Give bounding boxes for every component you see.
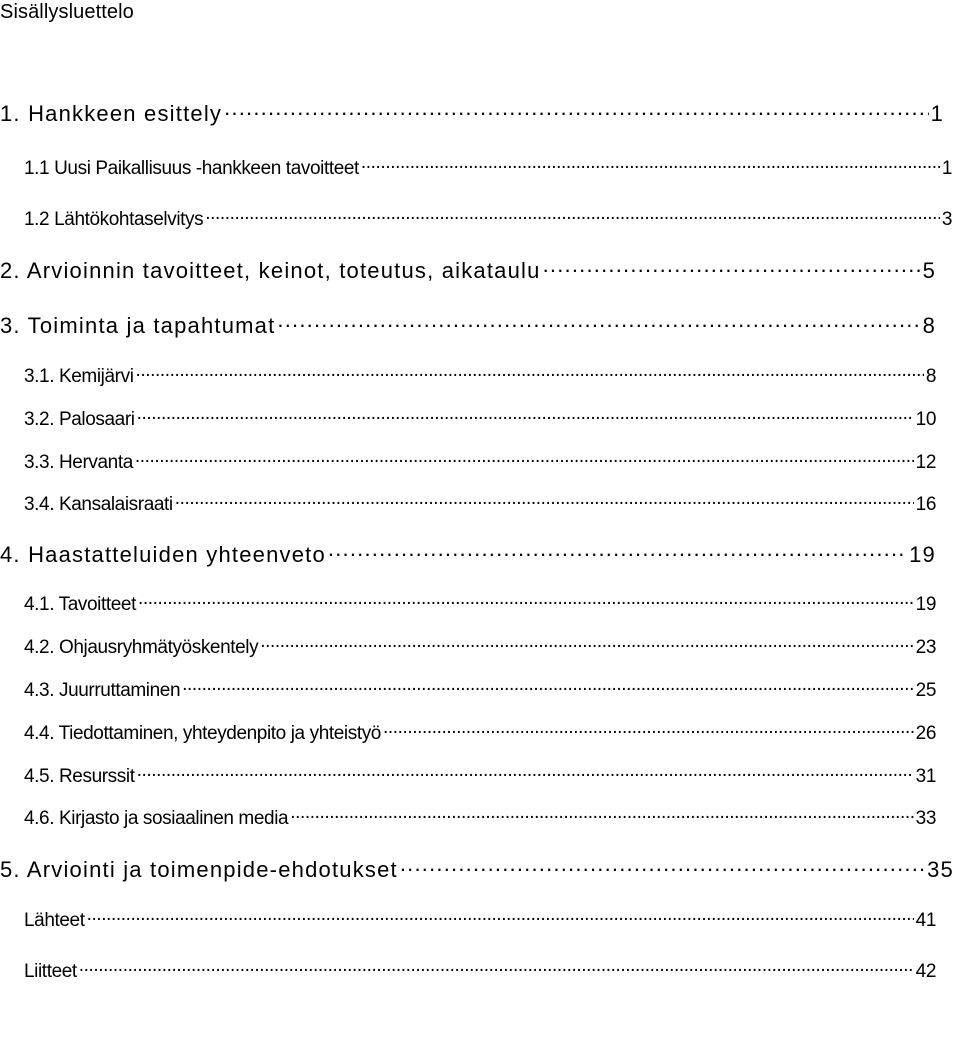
toc-entry-label — [0, 542, 326, 568]
toc-entry[interactable] — [24, 634, 936, 659]
toc-entry[interactable] — [24, 155, 952, 180]
toc-entry-label — [24, 366, 134, 388]
toc-entry-title: Toiminta ja tapahtumat — [27, 313, 276, 338]
toc-entry-label — [24, 680, 180, 702]
toc-entry-title: Resurssit — [58, 766, 135, 787]
toc-entry-page: 3 — [941, 209, 952, 230]
toc-entry[interactable] — [0, 99, 944, 127]
dot-leader — [182, 677, 914, 696]
toc-entry-label — [24, 723, 381, 745]
toc-entry-label — [24, 594, 136, 616]
dot-leader — [205, 206, 940, 225]
toc-entry-page: 12 — [915, 452, 936, 473]
toc-entry-page: 33 — [915, 808, 936, 829]
toc-entry-number: 2. — [0, 258, 21, 283]
toc-entry[interactable] — [0, 855, 954, 883]
toc-entry-number: 3.1. — [24, 366, 55, 387]
toc-entry-number: 1.2 — [24, 209, 50, 230]
toc-entry-title: Tiedottaminen, yhteydenpito ja yhteistyö — [58, 723, 381, 744]
dot-leader — [361, 155, 940, 174]
toc-entry-number: 1.1 — [24, 158, 50, 179]
toc-entry-number: 4.5. — [24, 766, 55, 787]
toc-entry-page: 1 — [941, 158, 952, 179]
toc-entry-title: Ohjausryhmätyöskentely — [58, 637, 259, 658]
toc-entry[interactable] — [24, 907, 936, 932]
toc-entry-number: 4.6. — [24, 808, 55, 829]
dot-leader — [138, 591, 914, 610]
toc-entry-page: 10 — [915, 409, 936, 430]
toc-entry-label — [24, 808, 288, 830]
toc-entry[interactable] — [24, 805, 936, 830]
toc-entry-page: 23 — [915, 637, 936, 658]
dot-leader — [175, 491, 914, 510]
toc-entry[interactable] — [24, 491, 936, 516]
toc-heading: Sisällysluettelo — [0, 1, 134, 23]
dot-leader — [290, 805, 913, 824]
toc-entry-title: Juurruttaminen — [58, 680, 181, 701]
toc-entry-page: 25 — [915, 680, 936, 701]
toc-entry-title: Palosaari — [58, 409, 135, 430]
dot-leader — [260, 634, 913, 653]
toc-entry-page: 8 — [925, 366, 936, 387]
toc-entry-label — [24, 910, 85, 932]
toc-entry-title: Lähtökohtaselvitys — [54, 209, 204, 230]
toc-entry-number: 5. — [0, 857, 21, 882]
toc-entry-title: Lähteet — [24, 910, 85, 931]
toc-entry-label — [0, 857, 398, 883]
toc-entry-title: Arviointi ja toimenpide-ehdotukset — [26, 857, 398, 882]
toc-entry-title: Kirjasto ja sosiaalinen media — [58, 808, 289, 829]
toc-entry-label — [24, 409, 135, 431]
toc-entry-title: Tavoitteet — [58, 594, 136, 615]
toc-entry-page: 26 — [915, 723, 936, 744]
dot-leader — [137, 406, 914, 425]
toc-entry-label — [0, 313, 275, 339]
toc-entry[interactable] — [24, 363, 936, 388]
toc-entry-number: 3. — [0, 313, 21, 338]
toc-entry-page: 16 — [915, 494, 936, 515]
toc-entry-label — [0, 258, 541, 284]
dot-leader — [137, 763, 914, 782]
toc-entry-page: 31 — [915, 766, 936, 787]
dot-leader — [79, 958, 914, 977]
toc-entry-page: 8 — [922, 313, 936, 338]
toc-entry-number: 4. — [0, 542, 21, 567]
toc-entry[interactable] — [0, 311, 936, 339]
toc-entry[interactable] — [24, 763, 936, 788]
dot-leader — [135, 449, 914, 468]
toc-entry-title: Arvioinnin tavoitteet, keinot, toteutus, aikataulu — [26, 258, 541, 283]
toc-entry-page: 1 — [930, 101, 944, 126]
toc-entry-label — [24, 961, 77, 983]
toc-entry[interactable] — [24, 720, 936, 745]
toc-entry[interactable] — [24, 591, 936, 616]
toc-entry[interactable] — [24, 406, 936, 431]
toc-entry-page: 42 — [915, 961, 936, 982]
toc-entry-title: Kemijärvi — [58, 366, 134, 387]
toc-entry-label — [24, 494, 173, 516]
toc-entry-title: Hankkeen esittely — [28, 101, 223, 126]
dot-leader — [543, 256, 921, 278]
toc-entry-number: 3.4. — [24, 494, 55, 515]
toc-entry-number: 3.3. — [24, 452, 55, 473]
dot-leader — [328, 540, 907, 562]
toc-entry[interactable] — [24, 206, 952, 231]
toc-entry-title: Uusi Paikallisuus -hankkeen tavoitteet — [54, 158, 359, 179]
toc-entry-title: Kansalaisraati — [58, 494, 173, 515]
toc-entry-title: Haastatteluiden yhteenveto — [28, 542, 326, 567]
toc-entry-number: 4.3. — [24, 680, 55, 701]
toc-entry-number: 3.2. — [24, 409, 55, 430]
dot-leader — [277, 311, 920, 333]
toc-entry-page: 41 — [915, 910, 936, 931]
toc-entry[interactable] — [0, 540, 936, 568]
toc-entry[interactable] — [24, 449, 936, 474]
toc-entry-label — [24, 158, 359, 180]
toc-entry-number: 4.2. — [24, 637, 55, 658]
toc-entry-number: 1. — [0, 101, 21, 126]
toc-entry[interactable] — [24, 677, 936, 702]
dot-leader — [136, 363, 924, 382]
toc-entry-page: 5 — [922, 258, 936, 283]
dot-leader — [224, 99, 928, 121]
toc-entry-label — [24, 637, 258, 659]
dot-leader — [400, 855, 925, 877]
dot-leader — [87, 907, 914, 926]
toc-entry-label — [24, 766, 135, 788]
toc-entry-page: 19 — [915, 594, 936, 615]
toc-entry[interactable] — [24, 958, 936, 983]
toc-entry-label — [0, 101, 222, 127]
toc-entry-page: 35 — [927, 857, 954, 882]
toc-entry-label — [24, 209, 203, 231]
toc-entry-number: 4.1. — [24, 594, 55, 615]
toc-entry-label — [24, 452, 133, 474]
toc-entry[interactable] — [0, 256, 936, 284]
dot-leader — [383, 720, 914, 739]
toc-entry-page: 19 — [909, 542, 936, 567]
toc-entry-number: 4.4. — [24, 723, 55, 744]
toc-entry-title: Liitteet — [24, 961, 77, 982]
toc-entry-title: Hervanta — [58, 452, 133, 473]
